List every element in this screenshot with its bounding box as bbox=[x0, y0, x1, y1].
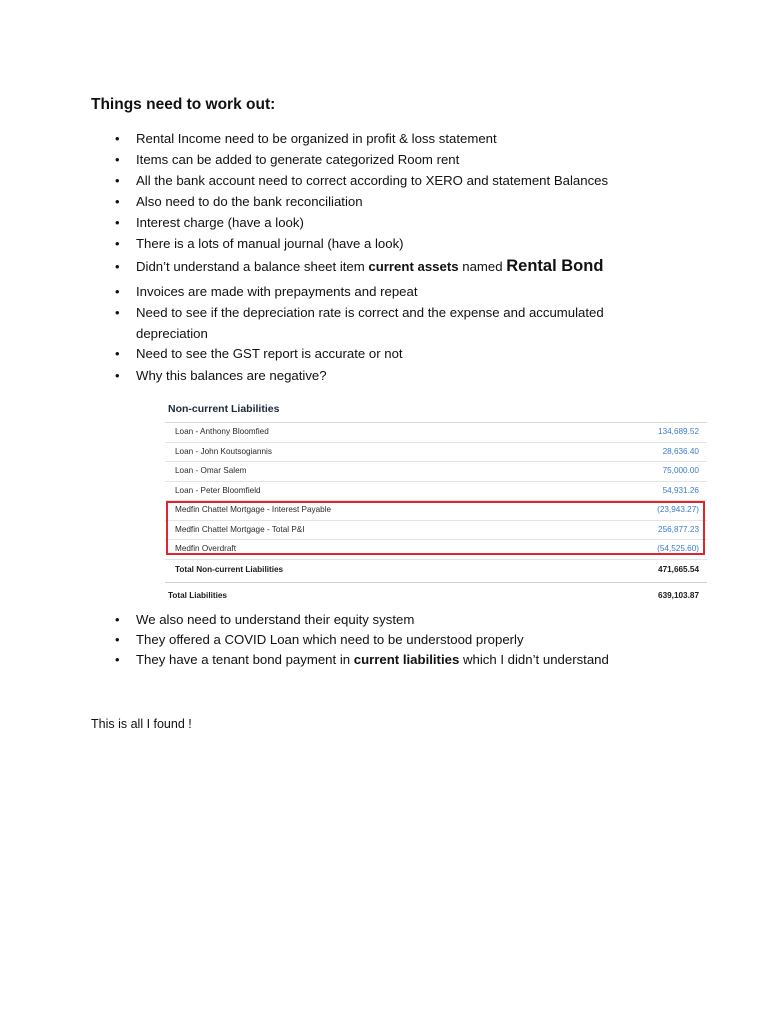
rental-bond-term: Rental Bond bbox=[506, 257, 604, 275]
list-item-tenant-bond bbox=[136, 649, 636, 670]
list-item: • There is a lots of manual journal (have a look) bbox=[136, 233, 636, 254]
list-item-text: named bbox=[458, 259, 507, 274]
current-assets-term: current assets bbox=[368, 259, 459, 274]
table-row bbox=[165, 462, 707, 482]
row-value: 134,689.52 bbox=[658, 427, 699, 436]
table-row bbox=[165, 482, 707, 502]
row-value: (23,943.27) bbox=[657, 505, 699, 514]
list-item: • Interest charge (have a look) bbox=[136, 212, 636, 233]
row-value: (54,525.60) bbox=[657, 544, 699, 553]
row-value: 28,636.40 bbox=[662, 446, 699, 456]
table-title: Non-current Liabilities bbox=[165, 398, 707, 423]
grand-total-label: Total Liabilities bbox=[168, 590, 227, 600]
row-label: Loan - Peter Bloomfield bbox=[175, 485, 261, 495]
list-item: • Rental Income need to be organized in profit & loss statement bbox=[136, 128, 636, 149]
list-item: • Why this balances are negative? bbox=[136, 365, 636, 386]
total-row bbox=[165, 560, 707, 583]
list-item: • Invoices are made with prepayments and repeat bbox=[136, 281, 636, 302]
list-item: • They offered a COVID Loan which need to be understood properly bbox=[136, 629, 636, 650]
current-liabilities-term: current liabilities bbox=[353, 652, 460, 667]
row-value: 54,931.26 bbox=[662, 485, 699, 495]
list-item: • Need to see the GST report is accurate or not bbox=[136, 343, 636, 364]
list-item: • We also need to understand their equity system bbox=[136, 609, 636, 630]
list-item: • Also need to do the bank reconciliation bbox=[136, 191, 636, 212]
row-value: 75,000.00 bbox=[662, 466, 699, 475]
row-label: Loan - Omar Salem bbox=[175, 466, 247, 475]
row-value: 256,877.23 bbox=[658, 524, 699, 534]
page-title: Things need to work out: bbox=[91, 96, 276, 113]
row-label: Loan - Anthony Bloomfied bbox=[175, 427, 269, 436]
closing-note: This is all I found ! bbox=[91, 717, 192, 731]
row-label: Loan - John Koutsogiannis bbox=[175, 446, 272, 456]
list-item-text: They have a tenant bond payment in bbox=[136, 652, 354, 667]
row-label: Medfin Overdraft bbox=[175, 544, 236, 553]
grand-total-row bbox=[165, 583, 707, 607]
row-label: Medfin Chattel Mortgage - Interest Payable bbox=[175, 505, 332, 514]
list-item-text: which I didn’t understand bbox=[459, 652, 609, 667]
table-row bbox=[165, 501, 707, 521]
list-item: • All the bank account need to correct according to XERO and statement Balances bbox=[136, 170, 636, 191]
list-item-rental-bond bbox=[136, 256, 636, 277]
table-row bbox=[165, 443, 707, 463]
table-row bbox=[165, 521, 707, 541]
grand-total-value: 639,103.87 bbox=[658, 590, 699, 600]
table-row bbox=[165, 423, 707, 443]
total-label: Total Non-current Liabilities bbox=[175, 564, 284, 574]
list-item: • Need to see if the depreciation rate is correct and the expense and accumulated depreciation bbox=[136, 302, 636, 344]
list-item: • Items can be added to generate categorized Room rent bbox=[136, 149, 636, 170]
row-label: Medfin Chattel Mortgage - Total P&I bbox=[175, 524, 305, 534]
table-row bbox=[165, 540, 707, 560]
total-value: 471,665.54 bbox=[658, 564, 699, 574]
balance-sheet-snippet bbox=[165, 398, 707, 607]
list-item-text: Didn’t understand a balance sheet item bbox=[136, 259, 369, 274]
